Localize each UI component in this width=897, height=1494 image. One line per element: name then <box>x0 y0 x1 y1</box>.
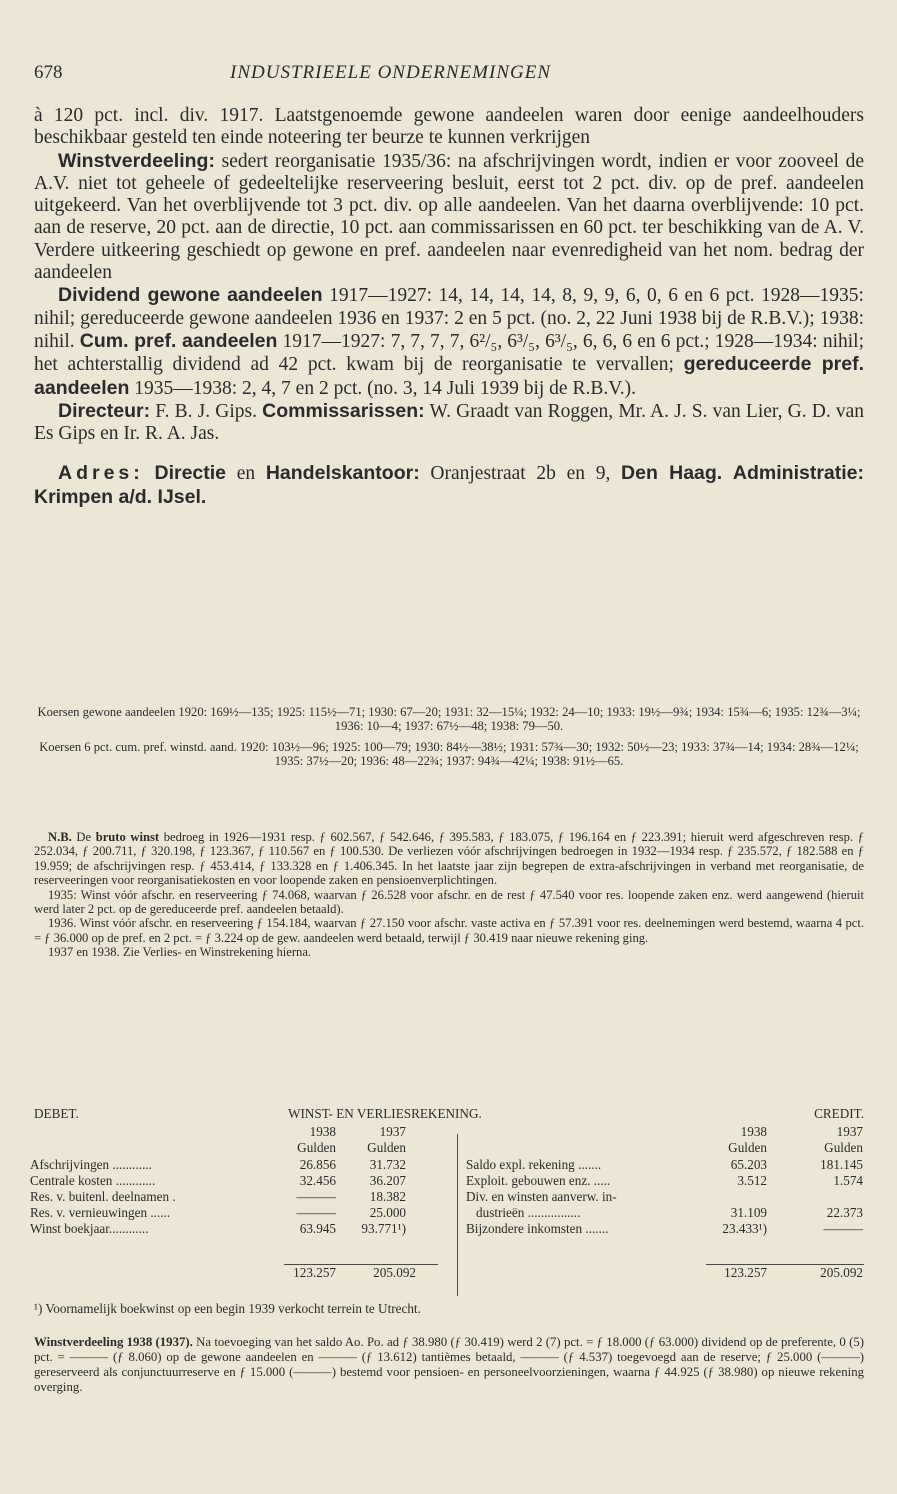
running-title: INDUSTRIEELE ONDERNEMINGEN <box>230 62 552 83</box>
directeur-label: Directeur: <box>58 399 151 422</box>
winstverdeeling-1938-paragraph <box>34 1335 864 1395</box>
commissarissen-text: W. Graadt van Roggen, Mr. A. J. S. van Lier, G. D. van Es Gips en Ir. R. A. Jas. <box>34 400 865 445</box>
nb-block <box>34 830 864 960</box>
administratie: Administratie: Krimpen a/d. IJsel. <box>34 462 865 508</box>
credit-row-label: Exploit. gebouwen enz. ..... <box>466 1173 611 1188</box>
credit-heading: CREDIT. <box>814 1106 864 1121</box>
nb-1937: 1937 en 1938. Zie Verlies- en Winstrekening hierna. <box>48 945 312 960</box>
debit-row-1937: 36.207 <box>369 1173 406 1188</box>
paragraph-directie <box>34 400 864 446</box>
nb-1935: 1935: Winst vóór afschr. en reserveering ƒ 74.068, waarvan ƒ 26.528 voor afschr. en de rest ƒ 47.540 voor res. loopende zaken enz. werd aangewend (hieruit werd later 2 pct. op de gereduceerde pref. aandeelen betaald). <box>34 887 864 917</box>
winstverdeeling-label: Winstverdeeling: <box>58 149 215 172</box>
debit-unit-1937: Gulden <box>367 1140 406 1155</box>
winstverdeeling-1938-text: Na toevoeging van het saldo Ao. Po. ad ƒ 38.980 (ƒ 30.419) werd 2 (7) pct. = ƒ 18.000 (ƒ 63.000) dividend op de preferente, 0 (5) pct. = ——— (ƒ 8.060) op de gewone aandeelen en ——— (ƒ 13.612) tantièmes betaald, ——— (ƒ 4.537) toegevoegd aan de reserve; ƒ 25.000 (———) gereserveerd als conjunctuurreserve en ƒ 15.000 (———) bestemd voor pensioen- en personeelvoorzieningen, waarna ƒ 44.925 (ƒ 38.980) op nieuwe rekening overging. <box>34 1335 864 1394</box>
debit-row-label: Res. v. vernieuwingen ...... <box>30 1205 171 1220</box>
nb-de: De <box>76 830 92 844</box>
paragraph-adres <box>34 462 864 509</box>
adres-label: Adres: <box>58 462 144 485</box>
adres-city: Den Haag. <box>621 462 723 485</box>
credit-year-1937: 1937 <box>836 1124 863 1139</box>
nb-bruto-winst: bruto winst <box>95 830 160 844</box>
credit-row-1938: 65.203 <box>730 1157 767 1172</box>
paragraph-winstverdeeling <box>34 150 864 285</box>
running-header <box>34 62 864 86</box>
debit-row-1937: 25.000 <box>369 1205 406 1220</box>
debit-row-1937: 18.382 <box>369 1189 406 1204</box>
page-number: 678 <box>34 62 63 83</box>
cum-pref-text: 1917—1927: 7, 7, 7, 7, 6²/₅, 6³/₅, 6³/₅, 6, 6, 6 en 6 pct.; 1928—1934: nihil; het achterstallig dividend ad 42 pct. kwam bij de reorganisatie te vervallen; <box>34 330 865 376</box>
credit-row-label: Saldo expl. rekening ....... <box>466 1157 602 1172</box>
dividend-text: 1917—1927: 14, 14, 14, 14, 8, 9, 9, 6, 0, 6 en 6 pct. 1928—1935: nihil; gereduceerde gewone aandeelen 1936 en 1937: 2 en 5 pct. (no. 2, 22 Juni 1938 bij de R.B.V.); 1938: nihil. <box>34 285 864 352</box>
debit-total-rule <box>284 1264 438 1265</box>
credit-row-1937: ——— <box>823 1221 863 1236</box>
nb-label: N.B. <box>48 830 72 844</box>
ledger-center-rule <box>457 1134 458 1296</box>
debit-total-1937: 205.092 <box>373 1265 416 1280</box>
ledger-footnote: ¹) Voornamelijk boekwinst op een begin 1939 verkocht terrein te Utrecht. <box>34 1301 421 1316</box>
credit-row-label: dustrieën ................ <box>476 1205 581 1220</box>
winstverdeeling-text: sedert reorganisatie 1935/36: na afschrijvingen wordt, indien er voor zooveel de A.V. niet tot geheele of gedeeltelijke reserveering besluit, eerst tot 2 pct. div. op de pref. aandeelen uitgekeerd. Van het overblijvende tot 3 pct. div. op alle aandeelen. Van het daarna overblijvende: 10 pct. aan de reserve, 20 pct. aan de directie, 10 pct. aan commissarissen en 60 pct. ter beschikking van de A. V. Verdere uitkeering geschiedt op gewone en pref. aandeelen naar evenredigheid van het nom. bedrag der aandeelen <box>34 150 865 284</box>
adres-en: en <box>236 463 256 485</box>
debit-row-1937: 31.732 <box>369 1157 406 1172</box>
winstverdeeling-1938-label: Winstverdeeling 1938 (1937). <box>34 1335 193 1349</box>
gereduceerde-pref-label: gereduceerde pref. aandeelen <box>34 353 865 399</box>
credit-unit-1937: Gulden <box>824 1140 863 1155</box>
debit-row-label: Afschrijvingen ............ <box>30 1157 152 1172</box>
credit-unit-1938: Gulden <box>728 1140 767 1155</box>
credit-total-1938: 123.257 <box>724 1265 767 1280</box>
credit-row-label: Bijzondere inkomsten ....... <box>466 1221 609 1236</box>
credit-row-1938: 3.512 <box>737 1173 767 1188</box>
directeur-text: F. B. J. Gips. <box>155 400 257 422</box>
adres-street: Oranjestraat 2b en 9, <box>430 463 611 485</box>
credit-row-1937: 181.145 <box>820 1157 863 1172</box>
credit-year-1938: 1938 <box>740 1124 767 1139</box>
debit-row-1938: 26.856 <box>299 1157 336 1172</box>
debit-row-1938: ——— <box>296 1205 336 1220</box>
debit-total-1938: 123.257 <box>293 1265 336 1280</box>
debit-row-1938: ——— <box>296 1189 336 1204</box>
nb-paragraph <box>34 830 864 888</box>
nb-1936: 1936. Winst vóór afschr. en reserveering ƒ 154.184, waarvan ƒ 27.150 voor afschr. vaste activa en ƒ 57.391 voor res. deelnemingen werd bestemd, waarna 4 pct. = ƒ 36.000 op de pref. en 2 pct. = ƒ 3.224 op de gew. aandeelen werd betaald, terwijl ƒ 30.419 naar nieuwe rekening ging. <box>34 916 864 945</box>
debet-heading: DEBET. <box>34 1106 79 1121</box>
commissarissen-label: Commissarissen: <box>262 399 425 422</box>
koersen-block <box>34 705 864 769</box>
dividend-label: Dividend gewone aandeelen <box>58 284 323 307</box>
koersen-pref: Koersen 6 pct. cum. pref. winstd. aand. 1920: 103½—96; 1925: 100—79; 1930: 84½—38½; 1931: 57¾—30; 1932: 50½—23; 1933: 37¾—14; 1934: 28¾—12¼; 1935: 37½—20; 1936: 48—22¾; 1937: 94¾—42¼; 1938: 91½—65. <box>39 739 859 769</box>
main-text <box>34 105 864 509</box>
debit-row-label: Winst boekjaar............ <box>30 1221 149 1236</box>
winstverdeeling-1938-block <box>34 1335 864 1395</box>
debit-row-1938: 63.945 <box>299 1221 336 1236</box>
gereduceerde-pref-text: 1935—1938: 2, 4, 7 en 2 pct. (no. 3, 14 Juli 1939 bij de R.B.V.). <box>134 377 637 399</box>
credit-total-rule <box>706 1264 864 1265</box>
adres-directie: Directie <box>154 462 227 485</box>
credit-row-label: Div. en winsten aanverw. in- <box>466 1189 617 1204</box>
debit-year-1937: 1937 <box>379 1124 406 1139</box>
credit-row-1938: 23.433¹) <box>722 1221 767 1236</box>
cum-pref-label: Cum. pref. aandeelen <box>79 329 278 352</box>
paragraph-dividend <box>34 284 864 399</box>
credit-total-1937: 205.092 <box>820 1265 863 1280</box>
credit-row-1937: 1.574 <box>833 1173 863 1188</box>
debit-unit-1938: Gulden <box>297 1140 336 1155</box>
paragraph-intro: à 120 pct. incl. div. 1917. Laatstgenoemde gewone aandeelen waren door eenige aandeelhouders beschikbaar gesteld ten einde noteering ter beurze te kunnen verkrijgen <box>34 105 864 149</box>
debit-row-1938: 32.456 <box>299 1173 336 1188</box>
credit-row-1938: 31.109 <box>730 1205 767 1220</box>
nb-text: bedroeg in 1926—1931 resp. ƒ 602.567, ƒ 542.646, ƒ 395.583, ƒ 183.075, ƒ 196.164 en ƒ 223.391; hieruit werd afgeschreven resp. ƒ 252.034, ƒ 200.711, ƒ 320.198, ƒ 123.367, ƒ 110.567 en ƒ 100.530. De verliezen vóór afschrijvingen bedroegen in 1932—1934 resp. ƒ 235.572, ƒ 182.588 en ƒ 19.959; de afschrijvingen resp. ƒ 453.414, ƒ 133.328 en ƒ 1.406.345. In het laatste jaar zijn begrepen de extra-afschrijvingen in verband met reorganisatie, de reserveeringen voor reorganisatiekosten en voor loopende zaken en pensioenverplichtingen. <box>34 830 865 888</box>
koersen-gewone: Koersen gewone aandeelen 1920: 169½—135; 1925: 115½—71; 1930: 67—20; 1931: 32—15¼; 1932: 24—10; 1933: 19½—9¾; 1934: 15¾—6; 1935: 12¾—3¼; 1936: 10—4; 1937: 67½—48; 1938: 79—50. <box>37 705 861 734</box>
ledger-title: WINST- EN VERLIESREKENING. <box>288 1106 482 1121</box>
adres-handelskantoor: Handelskantoor: <box>265 462 420 485</box>
credit-row-1937: 22.373 <box>826 1205 863 1220</box>
debit-row-label: Res. v. buitenl. deelnamen . <box>30 1189 176 1204</box>
debit-row-label: Centrale kosten ............ <box>30 1173 156 1188</box>
debit-row-1937: 93.771¹) <box>361 1221 406 1236</box>
debit-year-1938: 1938 <box>309 1124 336 1139</box>
